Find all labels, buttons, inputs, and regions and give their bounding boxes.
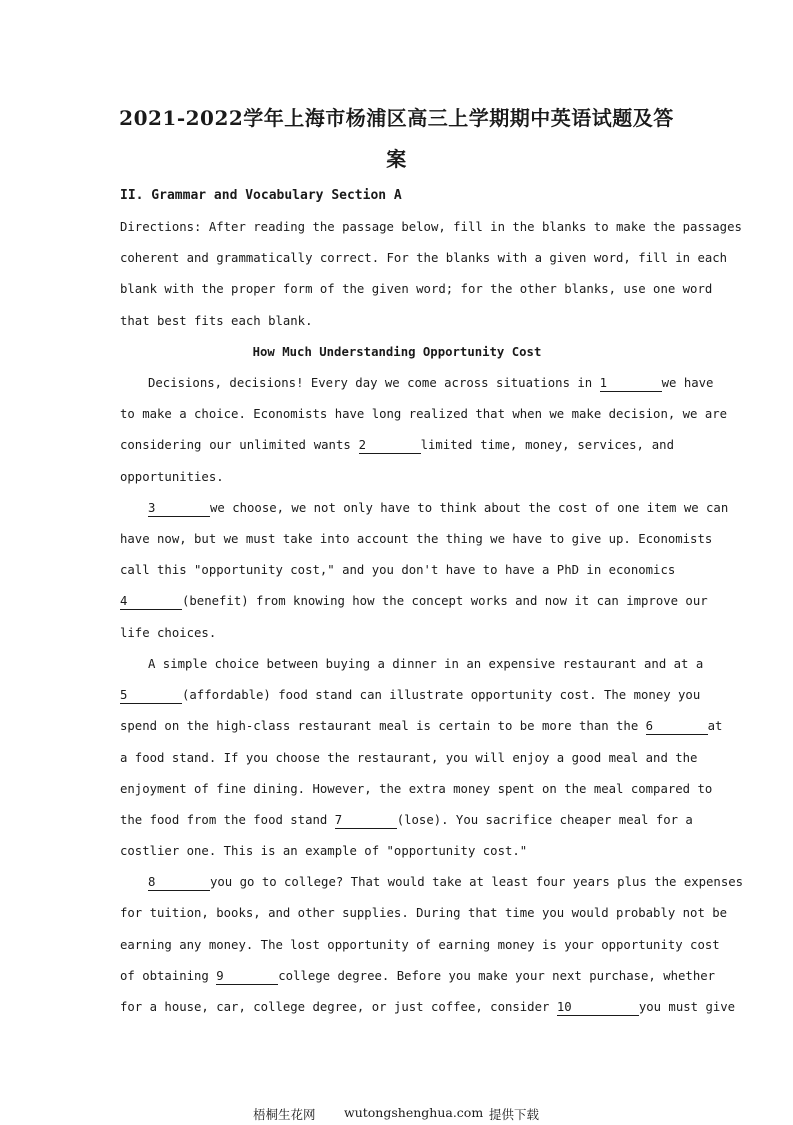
section-heading: II. Grammar and Vocabulary Section A <box>120 188 402 203</box>
passage-line <box>120 685 701 705</box>
passage-line: for tuition, books, and other supplies. During that time you would probably not be <box>120 906 728 920</box>
passage-line <box>148 373 714 393</box>
passage-line <box>120 716 723 736</box>
passage-text: of obtaining <box>120 969 217 983</box>
passage-text: for a house, car, college degree, or just coffee, consider <box>120 1000 557 1014</box>
directions-line: Directions: After reading the passage below, fill in the blanks to make the passages <box>120 220 742 234</box>
passage-line: a food stand. If you choose the restaurant, you will enjoy a good meal and the <box>120 751 698 765</box>
answer-blank-7[interactable]: 7 <box>335 812 397 829</box>
passage-text: you must give <box>638 1000 736 1014</box>
document-title-line-1: 2021-2022学年上海市杨浦区高三上学期期中英语试题及答 <box>119 106 674 130</box>
footer-download-text: 提供下载 <box>489 1107 540 1122</box>
answer-blank-2[interactable]: 2 <box>359 437 421 454</box>
passage-line <box>120 966 716 986</box>
directions-line: coherent and grammatically correct. For the blanks with a given word, fill in each <box>120 251 728 265</box>
passage-text: we have <box>661 376 714 390</box>
answer-blank-10[interactable]: 10 <box>557 999 639 1016</box>
passage-line: enjoyment of fine dining. However, the extra money spent on the meal compared to <box>120 782 713 796</box>
passage-title: How Much Understanding Opportunity Cost <box>252 345 542 359</box>
document-title-line-2: 案 <box>386 147 407 171</box>
answer-blank-4[interactable]: 4 <box>120 593 182 610</box>
footer-site-name: 梧桐生花网 <box>253 1107 316 1122</box>
passage-text: Decisions, decisions! Every day we come across situations in <box>148 376 600 390</box>
answer-blank-5[interactable]: 5 <box>120 687 182 704</box>
passage-line: costlier one. This is an example of "opportunity cost." <box>120 844 528 858</box>
passage-text: considering our unlimited wants <box>120 438 359 452</box>
passage-line <box>120 810 693 830</box>
passage-line <box>120 997 736 1017</box>
passage-text: you go to college? That would take at least four years plus the expenses <box>210 875 744 889</box>
directions-line: blank with the proper form of the given word; for the other blanks, use one word <box>120 282 713 296</box>
passage-text: (benefit) from knowing how the concept works and now it can improve our <box>182 594 708 608</box>
passage-line: call this "opportunity cost," and you don't have to have a PhD in economics <box>120 563 676 577</box>
passage-line: have now, but we must take into account the thing we have to give up. Economists <box>120 532 713 546</box>
passage-line: to make a choice. Economists have long realized that when we make decision, we are <box>120 407 728 421</box>
passage-line: earning any money. The lost opportunity of earning money is your opportunity cost <box>120 938 720 952</box>
answer-blank-3[interactable]: 3 <box>148 500 210 517</box>
passage-line: life choices. <box>120 626 217 640</box>
passage-text: limited time, money, services, and <box>420 438 674 452</box>
page-footer <box>0 1105 793 1125</box>
answer-blank-8[interactable]: 8 <box>148 874 210 891</box>
footer-url-link[interactable]: wutongshenghua.com <box>344 1105 484 1120</box>
directions-line: that best fits each blank. <box>120 314 313 328</box>
passage-line: opportunities. <box>120 470 224 484</box>
passage-line <box>148 498 729 518</box>
answer-blank-1[interactable]: 1 <box>600 375 662 392</box>
passage-line <box>148 872 744 892</box>
passage-text: we choose, we not only have to think about the cost of one item we can <box>210 501 729 515</box>
passage-text: college degree. Before you make your next purchase, whether <box>278 969 716 983</box>
passage-line <box>120 591 708 611</box>
passage-line <box>120 435 674 455</box>
passage-line: A simple choice between buying a dinner in an expensive restaurant and at a <box>148 657 704 671</box>
passage-text: (affordable) food stand can illustrate opportunity cost. The money you <box>182 688 701 702</box>
passage-text: the food from the food stand <box>120 813 335 827</box>
passage-text: (lose). You sacrifice cheaper meal for a <box>396 813 693 827</box>
passage-text: spend on the high-class restaurant meal is certain to be more than the <box>120 719 646 733</box>
passage-text: at <box>707 719 723 733</box>
answer-blank-6[interactable]: 6 <box>646 718 708 735</box>
answer-blank-9[interactable]: 9 <box>216 968 278 985</box>
